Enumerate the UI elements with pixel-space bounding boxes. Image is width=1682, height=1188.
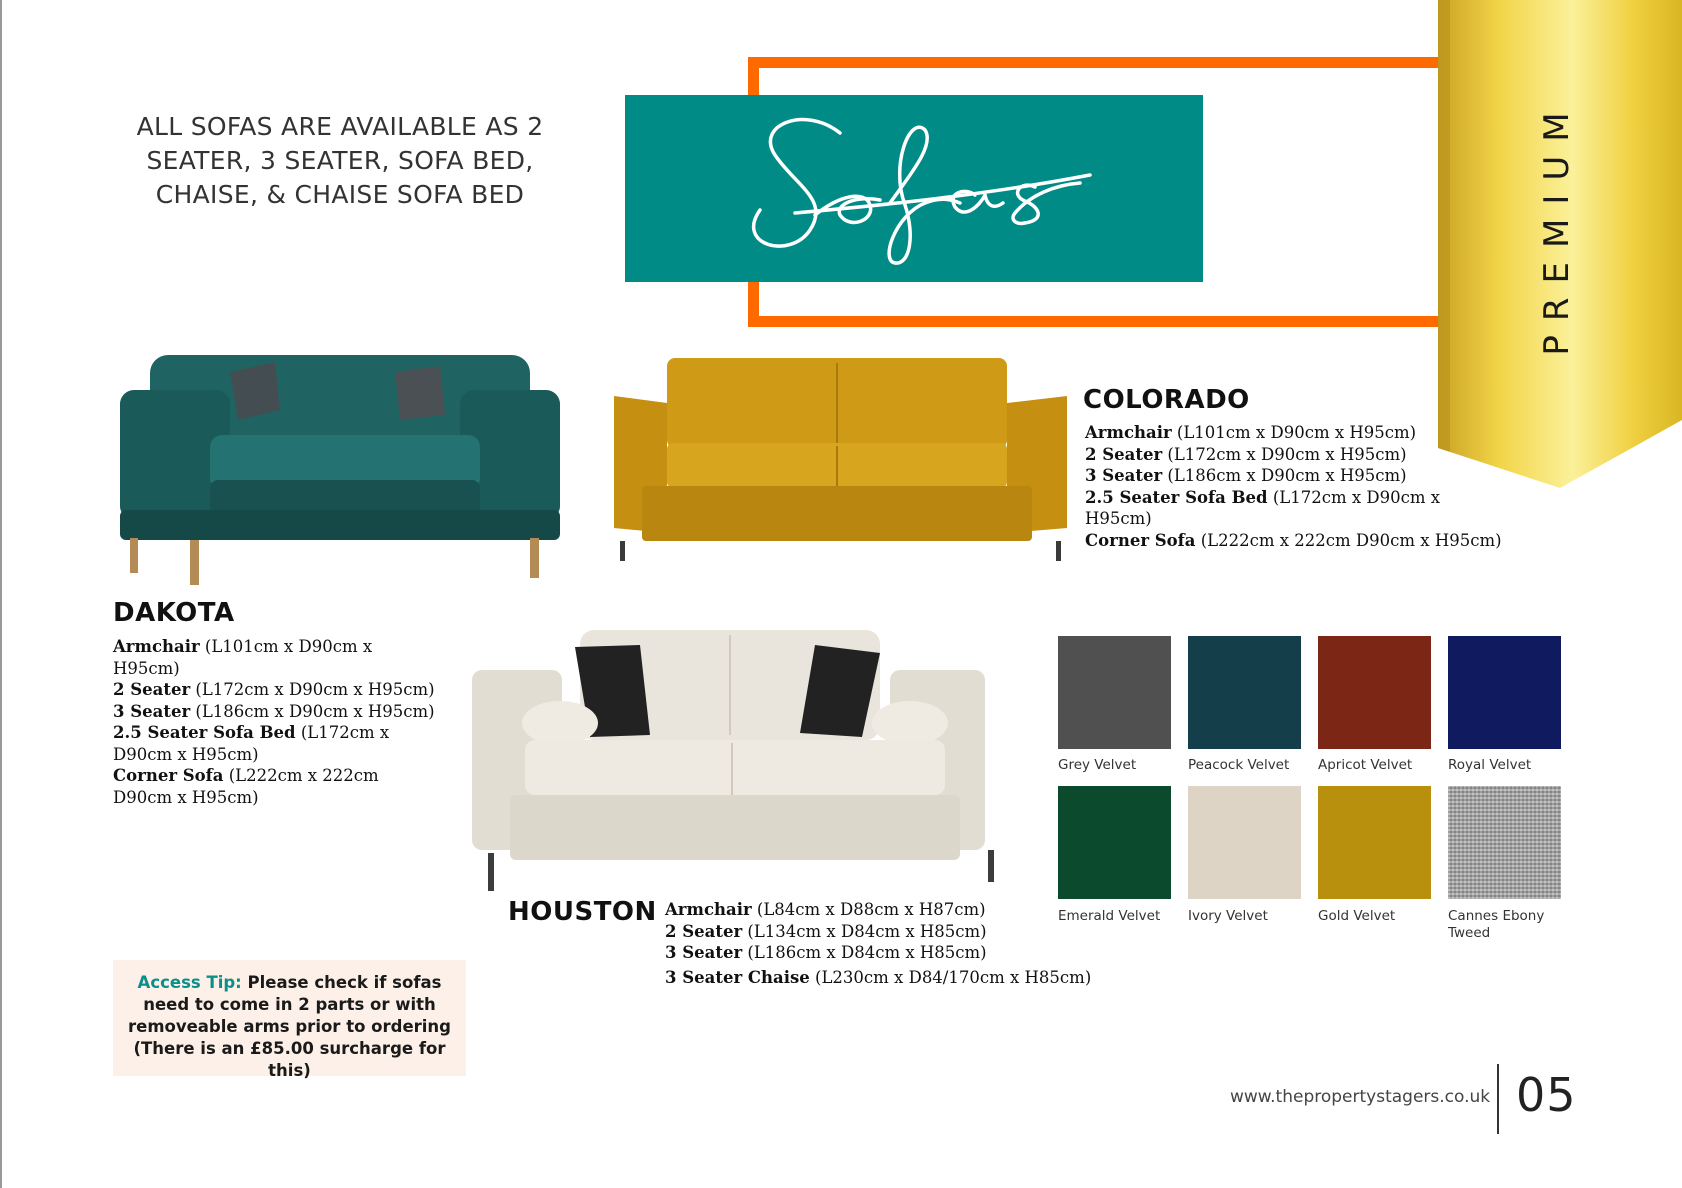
dakota-title: DAKOTA <box>113 598 235 628</box>
spec-type: 2.5 Seater Sofa Bed <box>113 723 296 742</box>
premium-label-area <box>1537 62 1588 392</box>
houston-spec-row <box>665 899 1105 921</box>
dakota-spec-row <box>113 636 443 679</box>
spec-type: Armchair <box>113 637 200 656</box>
colorado-spec-row <box>1085 444 1505 466</box>
colorado-spec-row <box>1085 530 1505 552</box>
spec-type: Corner Sofa <box>113 766 224 785</box>
dakota-sofa-image <box>110 350 570 590</box>
intro-text: ALL SOFAS ARE AVAILABLE AS 2 SEATER, 3 SEATER, SOFA BED, CHAISE, & CHAISE SOFA BED <box>136 112 544 209</box>
spec-type: Armchair <box>1085 423 1172 442</box>
access-tip-box <box>113 960 466 1080</box>
houston-spec-row <box>665 967 1105 989</box>
spec-type: Corner Sofa <box>1085 530 1196 550</box>
spec-type: 2 Seater <box>1085 444 1163 464</box>
houston-spec-row <box>665 921 1105 943</box>
spec-dims: (L186cm x D84cm x H85cm) <box>747 943 987 962</box>
houston-spec-row <box>665 942 1105 964</box>
swatch-label: Gold Velvet <box>1318 908 1396 924</box>
dakota-spec-row <box>113 679 443 701</box>
spec-dims: (L186cm x D90cm x H95cm) <box>195 701 435 721</box>
dakota-spec-row <box>113 701 443 723</box>
spec-dims: (L172cm x D90cm x H95cm) <box>1167 444 1407 464</box>
access-tip-label: Access Tip: <box>137 973 242 992</box>
spec-type: 3 Seater <box>113 701 191 721</box>
swatch-label: Peacock Velvet <box>1188 757 1290 773</box>
spec-type: 2 Seater <box>113 680 191 699</box>
swatch-peacock-velvet <box>1188 636 1301 749</box>
swatch-royal-velvet <box>1448 636 1561 749</box>
houston-spec-list <box>665 899 1105 988</box>
spec-type: 3 Seater <box>665 943 743 962</box>
spec-type: 2 Seater <box>665 921 743 941</box>
spec-dims: (L222cm x 222cm D90cm x H95cm) <box>113 766 379 807</box>
colorado-title: COLORADO <box>1083 385 1250 415</box>
swatch-ivory-velvet <box>1188 786 1301 899</box>
colorado-spec-row <box>1085 422 1505 444</box>
dakota-spec-row <box>113 722 443 765</box>
colorado-sofa-image <box>612 358 1072 568</box>
spec-type: 2.5 Seater Sofa Bed <box>1085 487 1268 507</box>
spec-dims: (L186cm x D90cm x H95cm) <box>1167 466 1407 485</box>
spec-dims: (L101cm x D90cm x H95cm) <box>1176 423 1417 442</box>
houston-title: HOUSTON <box>508 897 657 927</box>
houston-sofa-image <box>470 625 1010 895</box>
swatch-apricot-velvet <box>1318 636 1431 749</box>
spec-dims: (L101cm x D90cm x H95cm) <box>113 637 373 678</box>
spec-dims: (L134cm x D84cm x H85cm) <box>747 921 987 941</box>
spec-dims: (L222cm x 222cm D90cm x H95cm) <box>1200 530 1502 550</box>
swatch-emerald-velvet <box>1058 786 1171 899</box>
swatch-label: Cannes Ebony Tweed <box>1448 908 1545 941</box>
title-banner <box>625 95 1203 282</box>
colorado-spec-row <box>1085 465 1505 487</box>
colorado-spec-row <box>1085 487 1505 530</box>
swatch-label: Ivory Velvet <box>1188 908 1268 924</box>
swatch-label: Grey Velvet <box>1058 757 1137 773</box>
footer-website-link[interactable]: www.thepropertystagers.co.uk <box>1230 1087 1491 1107</box>
spec-dims: (L84cm x D88cm x H87cm) <box>756 900 986 919</box>
page-edge <box>0 0 2 1188</box>
swatch-cannes-ebony-tweed <box>1448 786 1561 899</box>
spec-dims: (L172cm x D90cm x H95cm) <box>195 680 435 699</box>
colorado-spec-list <box>1085 422 1505 551</box>
spec-type: 3 Seater <box>1085 466 1163 485</box>
dakota-spec-row <box>113 765 443 808</box>
dakota-spec-list <box>113 636 443 808</box>
swatch-label: Apricot Velvet <box>1318 757 1413 773</box>
premium-label <box>1537 62 1588 392</box>
access-tip-note: (There is an £85.00 surcharge for this) <box>133 1039 446 1080</box>
footer-divider <box>1497 1064 1499 1134</box>
spec-type: 3 Seater Chaise <box>665 967 810 987</box>
swatch-label: Royal Velvet <box>1448 757 1532 773</box>
spec-dims: (L172cm x D90cm x H95cm) <box>113 723 390 764</box>
spec-dims: (L172cm x D90cm x H95cm) <box>1085 487 1441 528</box>
swatch-grey-velvet <box>1058 636 1171 749</box>
spec-dims: (L230cm x D84/170cm x H85cm) <box>815 967 1092 987</box>
spec-type: Armchair <box>665 900 752 919</box>
access-tip-text: Please check if sofas need to come in 2 parts or with removeable arms prior to ordering <box>128 973 451 1036</box>
sofas-script-title <box>625 95 1203 282</box>
page-number: 05 <box>1516 1068 1577 1122</box>
svg-text:PREMIUM: PREMIUM <box>1537 98 1577 356</box>
swatch-gold-velvet <box>1318 786 1431 899</box>
swatch-label: Emerald Velvet <box>1058 908 1161 924</box>
